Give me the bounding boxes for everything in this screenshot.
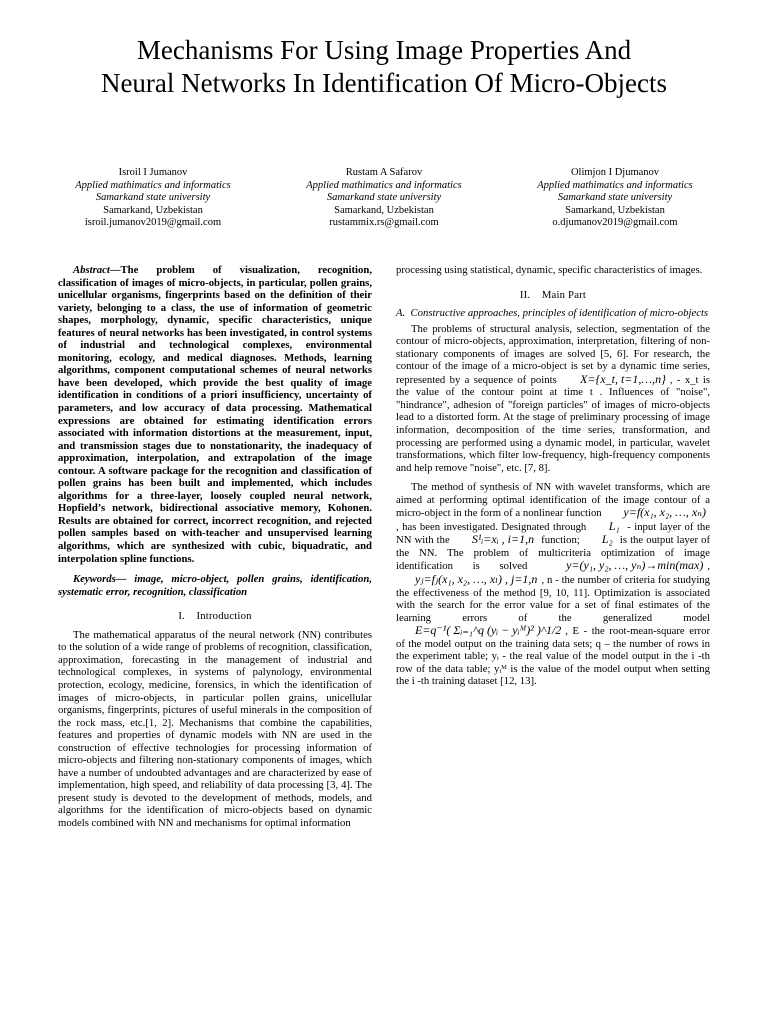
author-dept: Applied mathimatics and informatics (537, 179, 693, 191)
section-title: Introduction (196, 610, 252, 623)
text-run: , - x_t is the value of the contour point at time t . Influences of "noise", "hindrance", adhesion of "foreign particles" of images of micro-objects lead to a distorted form. At the stage of preliminary processing of image information, decomposition of the time series, transformation, and processing are performed using a dynamic model, in particular, wavelet transformations, which filter low-frequency, high-frequency components and help remove "noise", etc. [7, 8]. (396, 373, 710, 474)
author-1 (38, 167, 268, 230)
equation-activation: S¹ᵢ=xᵢ , i=1,n (471, 532, 535, 547)
author-name: Rustam A Safarov (345, 167, 423, 178)
keywords: Keywords— image, micro-object, pollen grains, identification, systematic error, recognition, classification (58, 573, 372, 598)
text-run: generalized model (602, 611, 710, 624)
author-city: Samarkand, Uzbekistan (565, 204, 665, 216)
equation-input-layer: L₁ (608, 518, 620, 533)
author-city: Samarkand, Uzbekistan (334, 204, 434, 216)
author-name: Olimjon I Djumanov (570, 167, 660, 178)
title-line-1: Mechanisms For Using Image Properties And (136, 35, 632, 65)
author-email[interactable]: isroil.jumanov2019@gmail.com (84, 217, 222, 229)
subsection-label: A. (396, 307, 406, 320)
author-name: Isroil I Jumanov (118, 167, 188, 178)
equation-rmse: E=q⁻¹( Σᵢ₌₁^q (yᵢ − yᵢᴹ)² )^1/2 (415, 623, 562, 638)
author-org: Samarkand state university (326, 192, 442, 204)
author-3 (500, 167, 730, 230)
continued-paragraph: processing using statistical, dynamic, specific characteristics of images. (396, 264, 703, 276)
subsection-title: Constructive approaches, principles of identification of micro-objects (410, 307, 709, 320)
author-city: Samarkand, Uzbekistan (103, 204, 203, 216)
text-run: , n - the number of criteria for studying the effectiveness of the method [9, 10, 11]. Optimization is associated with the search for the error value for a set of final estimates of the learning errors of the (396, 574, 710, 624)
title-line-2: Neural Networks In Identification Of Micro-Objects (100, 68, 668, 98)
left-column (58, 264, 372, 830)
section-title: Main Part (541, 288, 587, 301)
equation-output-layer: L₂ (601, 532, 613, 547)
abstract-label: Abstract (73, 264, 110, 276)
equation-nonlinear-function: y=f(x₁, x₂, …, xₙ) (623, 505, 707, 520)
text-run: The problems of structural analysis, selection, segmentation of the contour of micro-objects, approximation, interpretation, filtering of non-stationary components of images are solved [5, 6]. For research, the contour of the image of a micro-object is set by a dynamic time series, represented by a sequence of points (396, 322, 710, 386)
abstract (58, 264, 372, 565)
text-run: is the output layer of the NN. The problem of multicriteria optimization of image identification is solved (396, 534, 711, 573)
equation-criteria: yⱼ=fⱼ(x₁, x₂, …, xₗ) , j=1,n (415, 572, 538, 587)
section-number: I. (178, 610, 185, 623)
section-heading-main-part (396, 289, 710, 302)
author-dept: Applied mathimatics and informatics (75, 179, 231, 191)
main-paragraph-1 (396, 323, 710, 475)
section-heading-introduction (58, 610, 372, 623)
section-number: II. (519, 288, 531, 301)
author-2 (269, 167, 499, 230)
author-dept: Applied mathimatics and informatics (306, 179, 462, 191)
subsection-heading-a (396, 307, 710, 320)
author-email[interactable]: o.djumanov2019@gmail.com (552, 217, 678, 229)
author-org: Samarkand state university (95, 192, 211, 204)
author-email[interactable]: rustammix.rs@gmail.com (329, 217, 439, 229)
text-run: function; (541, 534, 580, 547)
equation-optimization: y=(y₁, y₂, …, yₙ)→min(max) (566, 558, 704, 573)
introduction-paragraph: The mathematical apparatus of the neural network (NN) contributes to the solution of a wide range of problems of recognition, classification, approximation, forecasting in the management of industrial and technological complexes, in systems of palynology, environmental protection, ecology, medicine, forensics, in which the identification of images of micro-objects, in particular pollen grains, unicellular organisms, fingerprints, pictures of useful minerals in the composition of the rock mass, etc.[1, 2]. Mechanisms that combine the capabilities, features and properties of dynamic models with NN are used in the construction of effective technologies for processing information of micro-objects and filtering non-stationary components of images, which have a number of undoubted advantages and are characterized by ease of implementation, high speed, and reliability of data processing [3, 4]. The present study is devoted to the development of methods, models, and algorithms for the identification of micro-objects based on dynamic models combined with NN and mechanisms for optimal information (58, 628, 372, 829)
author-block (38, 167, 730, 230)
text-run: The method of synthesis of NN with wavelet transforms, which are aimed at performing optimal identification of the image contour of a micro-object in the form of a nonlinear function (396, 481, 710, 520)
abstract-text: —The problem of visualization, recognition, classification of images of micro-objects, in particular, pollen grains, unicellular organisms, fingerprints based on the definition of their variety, belonging to a class, the use of information of geometric shapes, morphology, dynamic, specific characteristics, unique features of neural networks has been investigated, in control systems of industrial and technological complexes, environmental monitoring, ecology, and medical diagnoses. Methods, learning algorithms, component computational schemes of neural networks have been developed, which provide the best quality of image identification in conditions of a priori insufficiency, uncertainty of parameters, and low accuracy of data processing. Mathematical expressions are obtained for estimating identification errors associated with information distortions at the measurement, input, and transmission stages due to nonstationarity, the inadequacy of approximation, interpolation, and extrapolation of the image contour. A software package for the recognition and classification of pollen grains has been built and implemented, which includes algorithms for a three-layer, loosely coupled neural network, Hopfield’s network, bidirectional associative memory, Kohonen. Results are obtained for correct, incorrect recognition, and rejected pollen samples based on with-teacher and unsupervised learning algorithms, which are synthesized with cubic, biquadratic, and interpolation spline functions. (58, 264, 372, 565)
text-run: , has been investigated. Designated through (396, 520, 587, 533)
paper-title (0, 34, 768, 100)
right-column (396, 264, 710, 688)
text-run: - input layer of the NN with the (396, 520, 711, 547)
author-org: Samarkand state university (557, 192, 673, 204)
main-paragraph-2: The method of synthesis of NN with wavelet transforms, which are aimed at performing optimal identification of the image contour of a micro-object in the form of a nonlinear function y=f(x₁, x₂, …, xₙ), has been investigated. Designated through L₁ - input layer of the NN with the S¹ᵢ=xᵢ , i=1,n function; L₂ is the output layer of the NN. The problem of multicriteria optimization of image identification is solved y=(y₁, y₂, …, yₙ)→min(max) , yⱼ=fⱼ(x₁, x₂, …, xₗ) , j=1,n , n - the number of criteria for studying the effectiveness of the method [9, 10, 11]. Optimization is associated with the search for the error value for a set of final estimates of the learning errors of the generalized model E=q⁻¹( Σᵢ₌₁^q (yᵢ − yᵢᴹ)² )^1/2 , E - the root-mean-square error of the model output on the training data sets; q – the number of rows in the experiment table; yᵢ - the real value of the model output in the i -th row of the data table; yᵢᴹ is the value of the model output when setting the i -th training dataset [12, 13]. (396, 481, 711, 688)
equation-contour-series: X={x_t, t=1,…,n} (580, 371, 666, 386)
text-run: , E - the root-mean-square error of the model output on the training data sets; q – the number of rows in the experiment table; yᵢ - the real value of the model output in the i -th row of the data table; yᵢᴹ is the value of the model output when setting the i -th training dataset [12, 13]. (396, 625, 710, 688)
